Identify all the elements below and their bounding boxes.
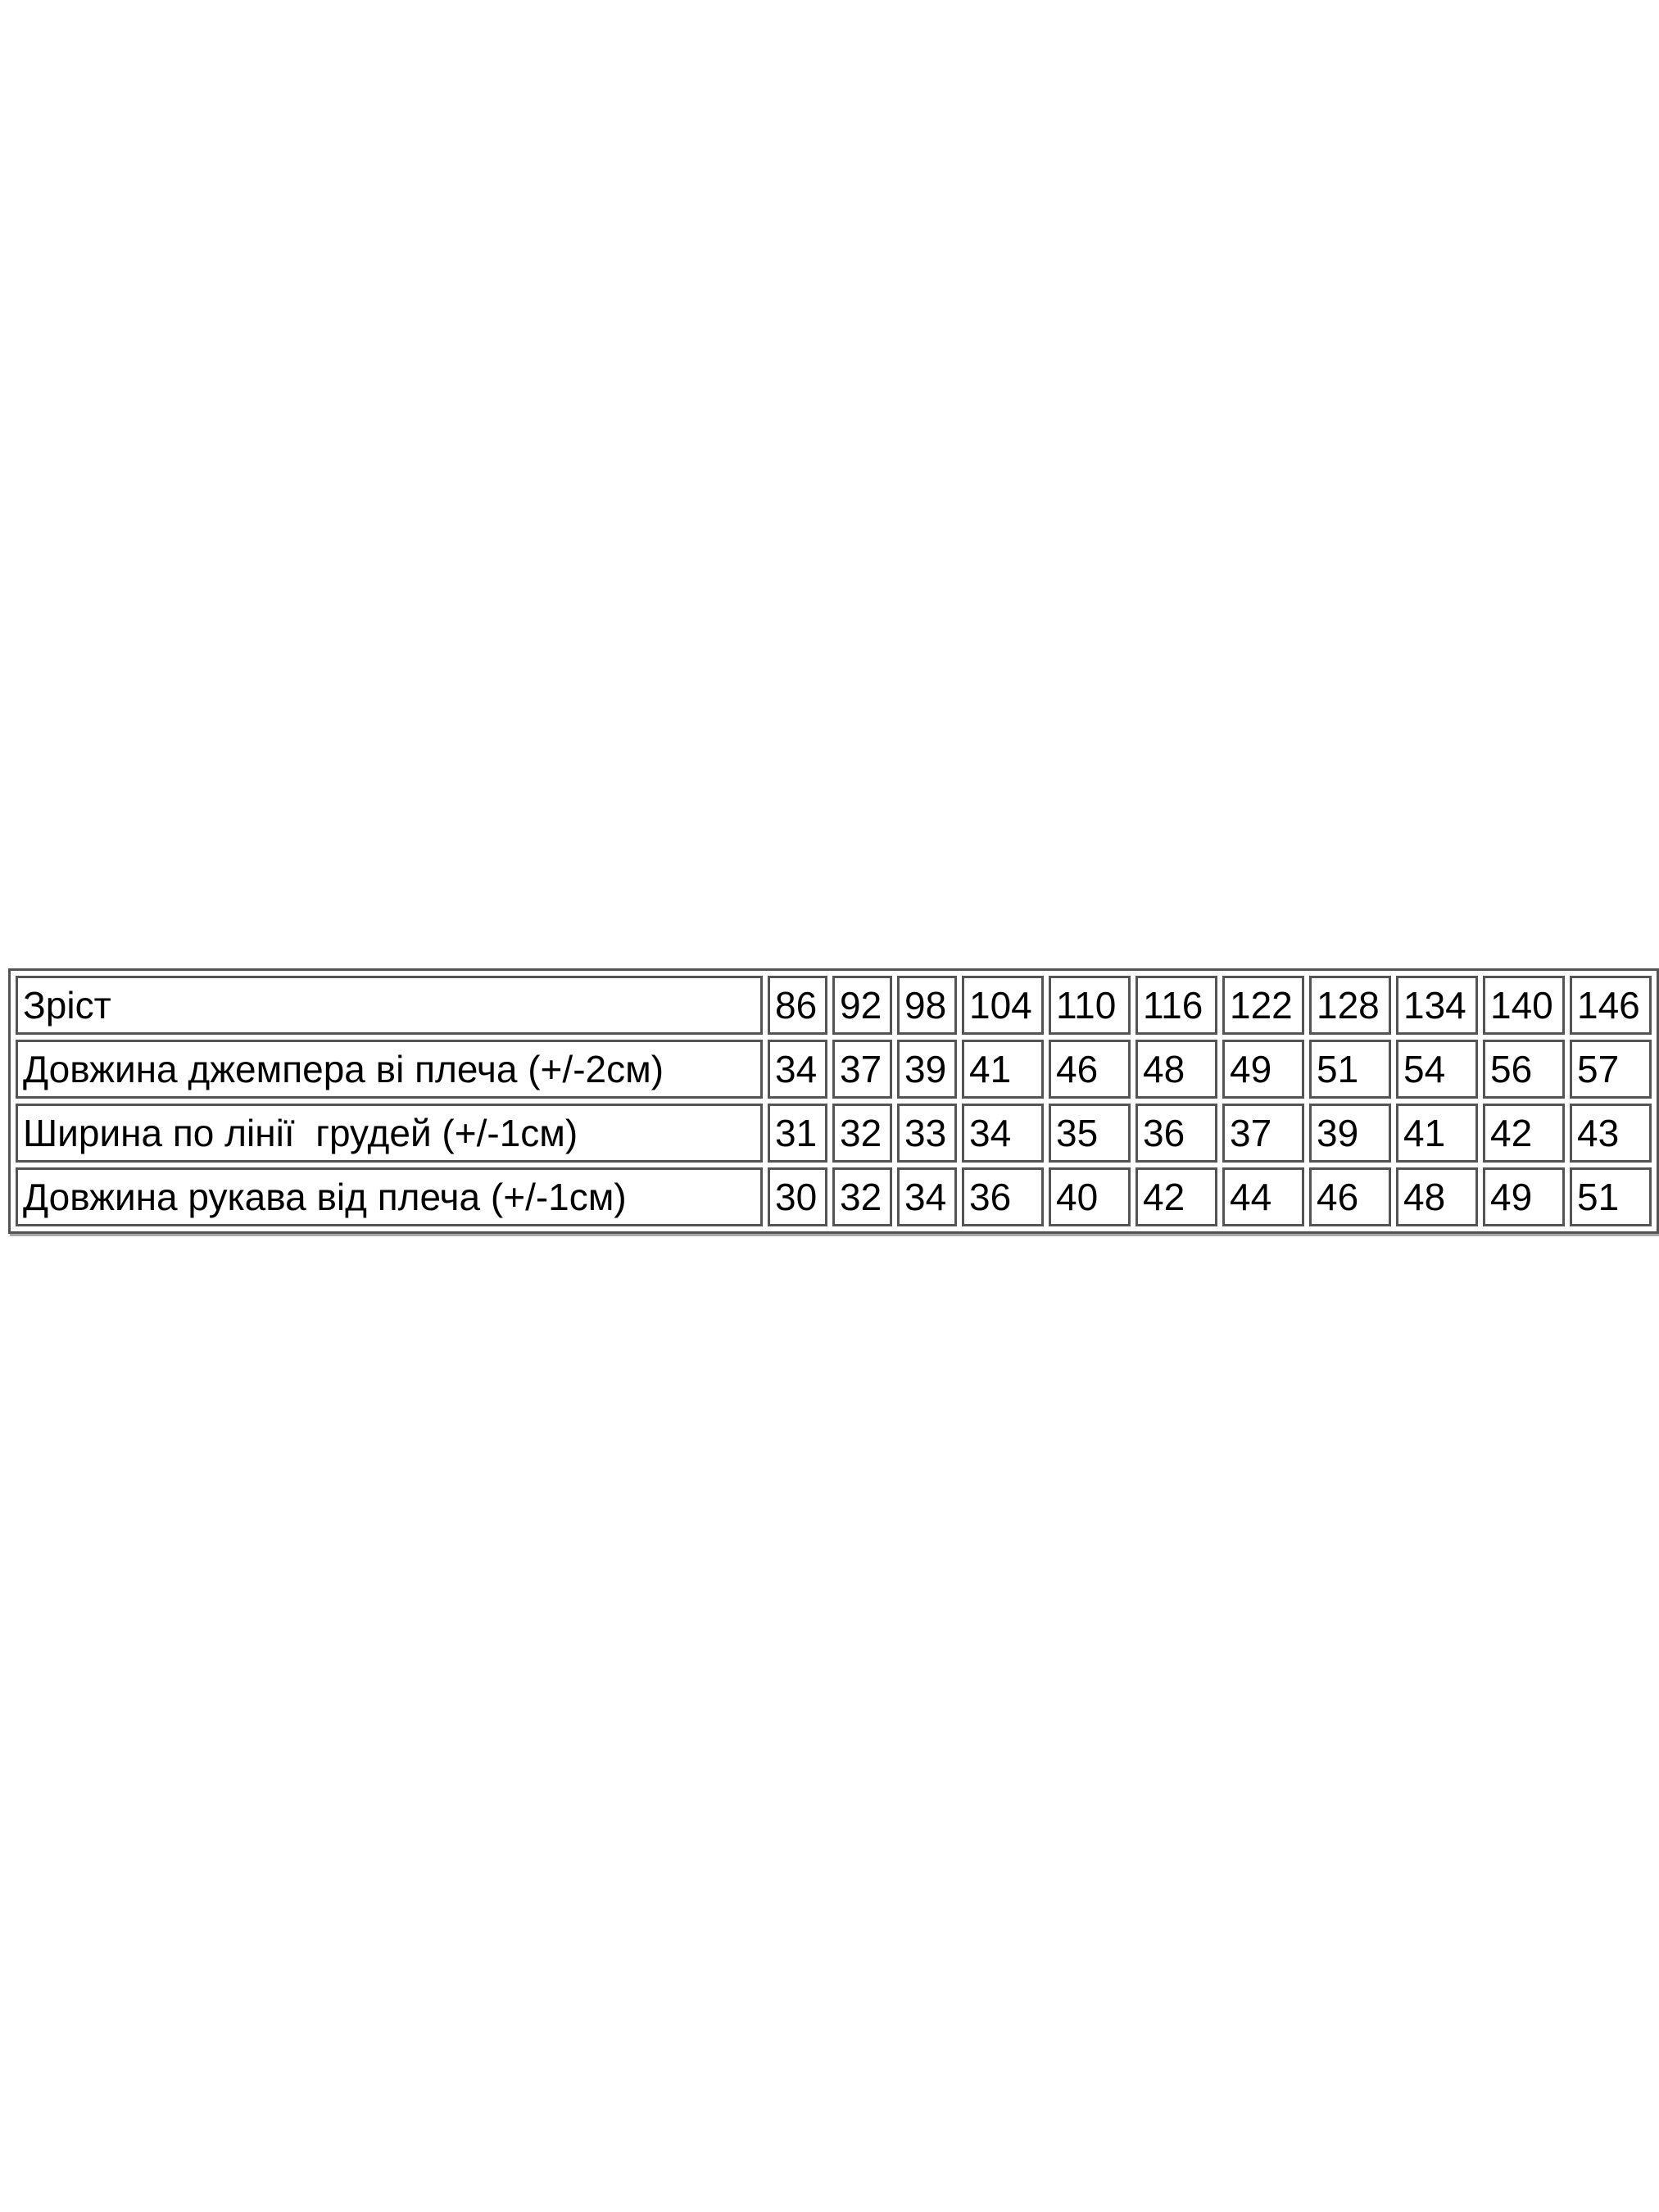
value-cell: 104 bbox=[962, 976, 1044, 1035]
value-cell: 51 bbox=[1309, 1040, 1391, 1099]
value-cell: 49 bbox=[1483, 1167, 1565, 1226]
value-cell: 43 bbox=[1570, 1104, 1652, 1163]
value-cell: 34 bbox=[768, 1040, 827, 1099]
value-cell: 146 bbox=[1570, 976, 1652, 1035]
size-chart-table bbox=[8, 968, 1659, 1234]
value-cell: 134 bbox=[1396, 976, 1478, 1035]
value-cell: 41 bbox=[962, 1040, 1044, 1099]
table-row bbox=[16, 976, 1652, 1035]
value-cell: 39 bbox=[897, 1040, 957, 1099]
row-label-cell: Зріст bbox=[16, 976, 763, 1035]
size-chart-table-body bbox=[16, 976, 1652, 1226]
value-cell: 31 bbox=[768, 1104, 827, 1163]
value-cell: 46 bbox=[1049, 1040, 1131, 1099]
value-cell: 140 bbox=[1483, 976, 1565, 1035]
value-cell: 34 bbox=[897, 1167, 957, 1226]
value-cell: 40 bbox=[1049, 1167, 1131, 1226]
value-cell: 34 bbox=[962, 1104, 1044, 1163]
value-cell: 39 bbox=[1309, 1104, 1391, 1163]
row-label-cell: Довжина рукава від плеча (+/-1см) bbox=[16, 1167, 763, 1226]
row-label-cell: Довжина джемпера ві плеча (+/-2см) bbox=[16, 1040, 763, 1099]
value-cell: 110 bbox=[1049, 976, 1131, 1035]
value-cell: 32 bbox=[832, 1104, 892, 1163]
value-cell: 37 bbox=[1222, 1104, 1304, 1163]
value-cell: 33 bbox=[897, 1104, 957, 1163]
value-cell: 56 bbox=[1483, 1040, 1565, 1099]
value-cell: 30 bbox=[768, 1167, 827, 1226]
value-cell: 92 bbox=[832, 976, 892, 1035]
value-cell: 42 bbox=[1483, 1104, 1565, 1163]
value-cell: 51 bbox=[1570, 1167, 1652, 1226]
value-cell: 35 bbox=[1049, 1104, 1131, 1163]
value-cell: 128 bbox=[1309, 976, 1391, 1035]
value-cell: 48 bbox=[1135, 1040, 1217, 1099]
value-cell: 49 bbox=[1222, 1040, 1304, 1099]
value-cell: 86 bbox=[768, 976, 827, 1035]
value-cell: 36 bbox=[962, 1167, 1044, 1226]
value-cell: 41 bbox=[1396, 1104, 1478, 1163]
value-cell: 48 bbox=[1396, 1167, 1478, 1226]
value-cell: 37 bbox=[832, 1040, 892, 1099]
table-row bbox=[16, 1104, 1652, 1163]
table-row bbox=[16, 1040, 1652, 1099]
value-cell: 54 bbox=[1396, 1040, 1478, 1099]
table-row bbox=[16, 1167, 1652, 1226]
value-cell: 98 bbox=[897, 976, 957, 1035]
value-cell: 36 bbox=[1135, 1104, 1217, 1163]
value-cell: 44 bbox=[1222, 1167, 1304, 1226]
value-cell: 57 bbox=[1570, 1040, 1652, 1099]
value-cell: 32 bbox=[832, 1167, 892, 1226]
row-label-cell: Ширина по лінії грудей (+/-1см) bbox=[16, 1104, 763, 1163]
value-cell: 42 bbox=[1135, 1167, 1217, 1226]
value-cell: 46 bbox=[1309, 1167, 1391, 1226]
value-cell: 122 bbox=[1222, 976, 1304, 1035]
value-cell: 116 bbox=[1135, 976, 1217, 1035]
